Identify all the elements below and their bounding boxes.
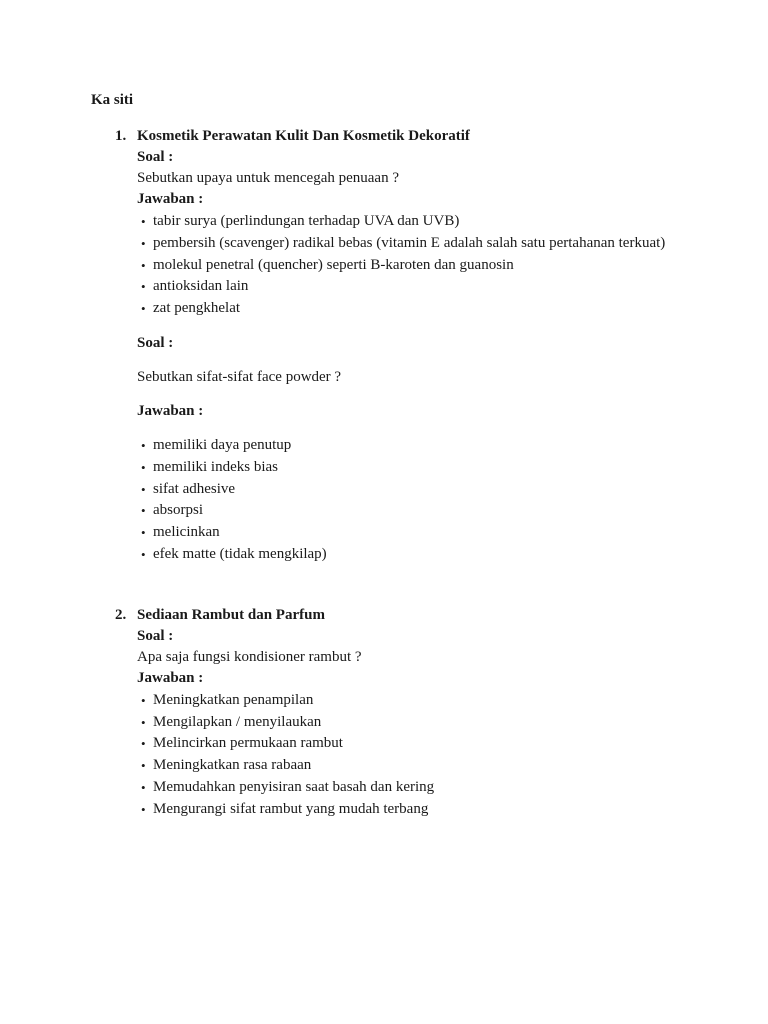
soal-question: Sebutkan sifat-sifat face powder ?: [137, 368, 342, 385]
list-item: [137, 733, 708, 755]
soal-label: Soal :: [137, 334, 174, 351]
section-number: 1.: [115, 128, 127, 144]
bullet-icon: •: [141, 459, 146, 475]
bullet-icon: •: [141, 692, 146, 708]
list-item-text: antioksidan lain: [153, 278, 249, 295]
list-item: [137, 755, 708, 777]
list-item: [137, 435, 708, 457]
jawaban-label: Jawaban :: [137, 402, 204, 419]
bullet-icon: •: [141, 301, 146, 317]
jawaban-label: Jawaban :: [137, 669, 204, 686]
list-item-text: tabir surya (perlindungan terhadap UVA dan UVB): [153, 213, 460, 229]
list-item: [137, 544, 708, 566]
bullet-icon: •: [141, 736, 146, 752]
soal-question: Apa saja fungsi kondisioner rambut ?: [137, 648, 362, 665]
list-item-text: zat pengkhelat: [153, 300, 241, 317]
bullet-list: [137, 211, 708, 320]
list-item-text: memiliki daya penutup: [153, 436, 292, 453]
jawaban-label: Jawaban :: [137, 191, 204, 207]
document-heading: Ka siti: [91, 92, 134, 108]
bullet-icon: •: [141, 758, 146, 774]
list-item-text: pembersih (scavenger) radikal bebas (vitamin E adalah salah satu pertahanan terkuat): [153, 234, 666, 251]
list-item: [137, 233, 708, 255]
list-item-text: Mengurangi sifat rambut yang mudah terbang: [153, 800, 429, 817]
bullet-list: [137, 690, 708, 821]
list-item: [137, 522, 708, 544]
section-number: 2.: [115, 606, 127, 623]
bullet-icon: •: [141, 779, 146, 795]
soal-label: Soal :: [137, 149, 174, 165]
section-title: Sediaan Rambut dan Parfum: [137, 606, 325, 623]
bullet-icon: •: [141, 546, 146, 562]
list-item: [137, 690, 708, 712]
list-item-text: melicinkan: [153, 524, 220, 541]
section-1: [91, 126, 708, 566]
list-item-text: efek matte (tidak mengkilap): [153, 545, 327, 562]
bullet-icon: •: [141, 257, 146, 273]
section-title: Kosmetik Perawatan Kulit Dan Kosmetik Dekoratif: [137, 128, 470, 144]
bullet-icon: •: [141, 525, 146, 541]
list-item-text: memiliki indeks bias: [153, 458, 278, 475]
soal-label: Soal :: [137, 627, 174, 644]
list-item: [137, 799, 708, 821]
bullet-icon: •: [141, 481, 146, 497]
section-2: [91, 605, 708, 821]
bullet-icon: •: [141, 214, 146, 229]
list-item: [137, 211, 708, 233]
bullet-icon: •: [141, 235, 146, 251]
list-item-text: Mengilapkan / menyilaukan: [153, 713, 322, 730]
list-item: [137, 500, 708, 522]
list-item: [137, 298, 708, 320]
soal-question: Sebutkan upaya untuk mencegah penuaan ?: [137, 170, 399, 186]
list-item-text: sifat adhesive: [153, 480, 236, 497]
list-item-text: Memudahkan penyisiran saat basah dan kering: [153, 778, 435, 795]
list-item: [137, 777, 708, 799]
section-gap: [91, 566, 708, 605]
list-item: [137, 276, 708, 298]
list-item-text: molekul penetral (quencher) seperti B-karoten dan guanosin: [153, 256, 514, 273]
list-item-text: Meningkatkan rasa rabaan: [153, 757, 312, 774]
bullet-icon: •: [141, 279, 146, 295]
bullet-list: [137, 435, 708, 566]
bullet-icon: •: [141, 801, 146, 817]
list-item-text: Meningkatkan penampilan: [153, 691, 314, 708]
bullet-icon: •: [141, 503, 146, 519]
list-item: [137, 255, 708, 277]
list-item-text: Melincirkan permukaan rambut: [153, 735, 343, 752]
list-item: [137, 457, 708, 479]
list-item-text: absorpsi: [153, 502, 203, 519]
list-item: [137, 479, 708, 501]
bullet-icon: •: [141, 437, 146, 453]
list-item: [137, 712, 708, 734]
bullet-icon: •: [141, 714, 146, 730]
